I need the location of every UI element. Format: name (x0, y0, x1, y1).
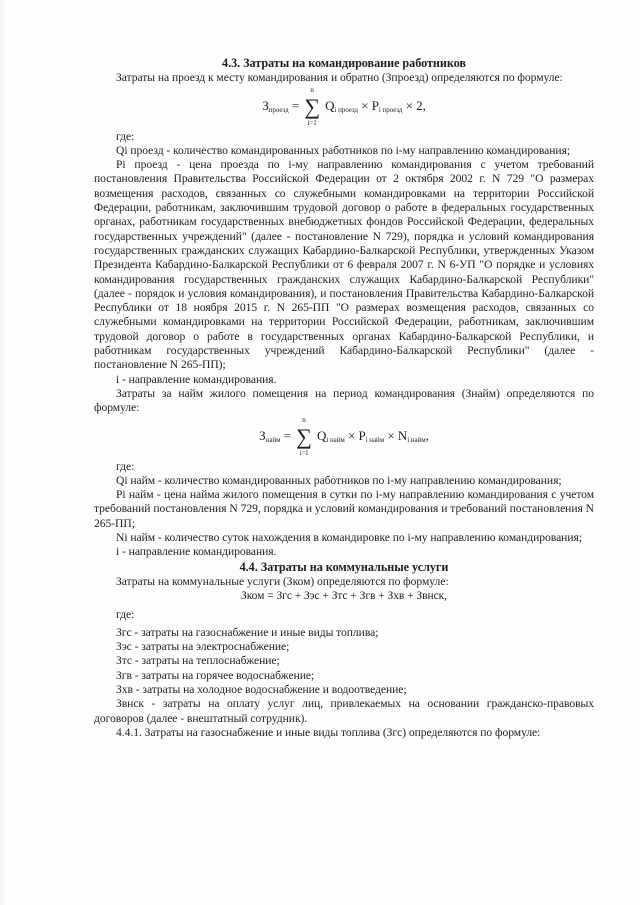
sum-symbol: ∑ n i=1 (304, 85, 320, 127)
where-label: где: (116, 607, 135, 621)
utilities-formula: Зком = Згс + Зэс + Зтс + Згв + Зхв + Звнск, (240, 590, 447, 603)
formula-term-q: $Q_{i проезд}$ (325, 97, 359, 114)
lodging-formula (94, 416, 594, 460)
utility-item: Зхв - затраты на холодное водоснабжение и водоотведение; (116, 682, 407, 696)
n2-definition: Ni найм - количество суток нахождения в командировке по i-му направлению командирования; (116, 531, 582, 545)
i2-definition: i - направление командирования. (116, 545, 277, 559)
i-definition: i - направление командирования. (116, 372, 277, 386)
formula-times: × (361, 97, 369, 113)
formula-lhs: $З_{проезд}$ (262, 97, 289, 114)
vnsk-definition: Звнск - затраты на оплату услуг лиц, привлекаемых на основании гражданско-правовых договоров (далее - внештатный сотрудник). (94, 697, 594, 725)
utilities-intro: Затраты на коммунальные услуги (Зком) определяются по формуле: (116, 574, 449, 588)
utility-item: Згс - затраты на газоснабжение и иные виды топлива; (116, 625, 379, 639)
q2-definition: Qi найм - количество командированных работников по i-му направлению командирования; (116, 473, 562, 487)
utility-item: Зтс - затраты на теплоснабжение; (116, 654, 280, 668)
utility-item: Згв - затраты на горячее водоснабжение; (116, 668, 315, 682)
formula-term-p: $P_{i проезд}$ (371, 97, 403, 114)
formula-tail: × 2, (405, 97, 426, 113)
formula-term-p: $P_{i найм}$ (358, 427, 385, 444)
q-definition: Qi проезд - количество командированных работников по i-му направлению командирования; (116, 143, 571, 157)
formula-term-n: $N_{i найм}$ (397, 427, 426, 444)
sum-symbol: ∑ n i=1 (296, 415, 312, 457)
p2-definition: Pi найм - цена найма жилого помещения в сутки по i-му направлению командирования с учетом требований постановления N 729, порядка и условий командирования и требований постановления N 265-ПП; (94, 488, 594, 530)
formula-tail: , (425, 427, 429, 443)
formula-term-q: $Q_{i найм}$ (317, 427, 345, 444)
where-label: где: (116, 129, 135, 143)
formula-times: × (387, 427, 395, 443)
where-label: где: (116, 459, 135, 473)
utility-item: Зэс - затраты на электроснабжение; (116, 640, 290, 654)
section-heading-4-3: 4.3. Затраты на командирование работников (222, 56, 466, 70)
section-heading-4-4: 4.4. Затраты на коммунальные услуги (239, 559, 449, 574)
formula-lhs: $З_{найм}$ (259, 427, 281, 444)
p-definition: Pi проезд - цена проезда по i-му направлению командирования с учетом требований постановления Правительства Российской Федерации от 2 октября 2002 г. N 729 "О размерах возмещения расходов, связанных со служебными командировками на территории Российской Федерации, работникам, заключившим трудовой договор о работе в федеральных государственных органах, работникам государственных внебюджетных фондов Российской Федерации, федеральных государственных учреждений" (далее - постановление N 729), порядка и условий командирования государственных гражданских служащих Кабардино-Балкарской Республики, утвержденных Указом Президента Кабардино-Балкарской Республики от 6 февраля 2007 г. N 6-УП "О порядке и условиях командирования государственных гражданских служащих Кабардино-Балкарской Республики" (далее - порядок и условия командирования), и постановления Правительства Кабардино-Балкарской Республики от 18 ноября 2015 г. N 265-ПП "О размерах возмещения расходов, связанных со служебными командировками на территории Российской Федерации, работникам, заключившим трудовой договор о работе в государственных органах Кабардино-Балкарской Республики, и работникам государственных учреждений Кабардино-Балкарской Республики" (далее - постановление N 265-ПП); (94, 158, 594, 372)
formula-times: × (348, 427, 356, 443)
travel-formula (94, 86, 594, 130)
lodging-intro: Затраты за найм жилого помещения на период командирования (Знайм) определяются по формуле: (94, 386, 594, 415)
formula-eq: = (283, 427, 291, 443)
paragraph-4-4-1: 4.4.1. Затраты на газоснабжение и иные виды топлива (Згс) определяются по формуле: (116, 725, 541, 739)
document-body (94, 56, 594, 740)
scan-edge (0, 0, 6, 905)
formula-eq: = (291, 97, 300, 113)
travel-intro: Затраты на проезд к месту командирования и обратно (Зпроезд) определяются по формуле: (116, 71, 563, 85)
